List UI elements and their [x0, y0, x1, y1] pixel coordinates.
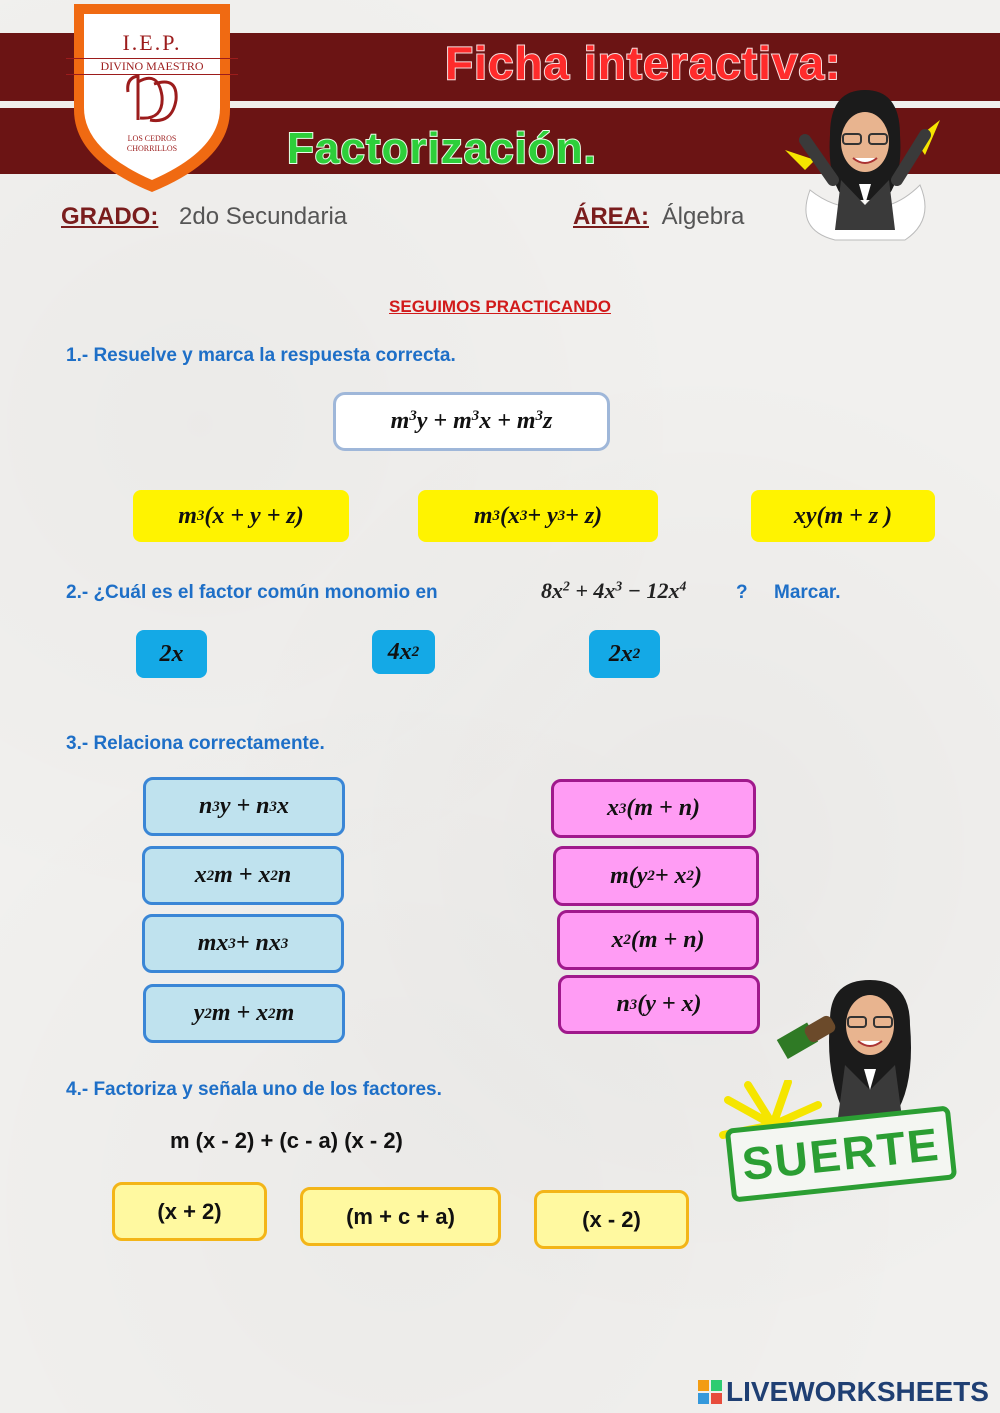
question-2-option-2[interactable]: 4x 2: [372, 630, 435, 674]
match-right-3[interactable]: x 2 (m + n): [557, 910, 759, 970]
school-logo: [66, 0, 238, 196]
question-1-option-2[interactable]: m 3 (x 3 + y 3 + z): [418, 490, 658, 542]
question-4-option-3[interactable]: (x - 2): [534, 1190, 689, 1249]
liveworksheets-text: LIVEWORKSHEETS: [726, 1376, 989, 1407]
match-right-2[interactable]: m(y 2 + x 2 ): [553, 846, 759, 906]
logo-text-district-1: LOS CEDROS: [127, 134, 177, 143]
question-4-option-1[interactable]: (x + 2): [112, 1182, 267, 1241]
liveworksheets-brand: [698, 1376, 989, 1408]
logo-text-iep: I.E.P.: [122, 30, 182, 55]
logo-text-district-2: CHORRILLOS: [126, 144, 178, 153]
match-right-1[interactable]: x 3 (m + n): [551, 779, 756, 838]
question-1-expression: $m^3y + m^3x + m^3z$: [333, 392, 610, 451]
page-title-line2: Factorización.: [287, 124, 597, 173]
area-value: Álgebra: [661, 203, 745, 230]
question-2-prompt: 2.- ¿Cuál es el factor común monomio en: [66, 582, 438, 603]
match-left-3[interactable]: mx 3 + nx 3: [142, 914, 344, 973]
question-4-prompt: 4.- Factoriza y señala uno de los factores.: [66, 1079, 442, 1100]
area-info: [573, 203, 744, 231]
match-left-4[interactable]: y 2 m + x 2 m: [143, 984, 345, 1043]
question-1-option-1[interactable]: m 3 (x + y + z): [133, 490, 349, 542]
question-1-option-3[interactable]: xy(m + z ): [751, 490, 935, 542]
suerte-stamp-text: SUERTE: [739, 1117, 943, 1191]
match-right-4[interactable]: n 3 (y + x): [558, 975, 760, 1034]
grade-value: 2do Secundaria: [179, 203, 348, 230]
grade-label: GRADO:: [61, 203, 159, 230]
question-1-prompt: 1.- Resuelve y marca la respuesta correcta.: [66, 345, 456, 366]
question-2-option-3[interactable]: 2x 2: [589, 630, 660, 678]
question-2-suffix: Marcar.: [774, 582, 841, 603]
question-2-option-1[interactable]: 2x: [136, 630, 207, 678]
match-left-2[interactable]: x 2 m + x 2 n: [142, 846, 344, 905]
question-3-prompt: 3.- Relaciona correctamente.: [66, 733, 325, 754]
question-2-expression: $8x^2 + 4x^3 - 12x^4$: [541, 578, 687, 603]
area-label: ÁREA:: [573, 203, 649, 230]
teacher-avatar-top: [775, 80, 950, 245]
match-left-1[interactable]: n 3 y + n 3 x: [143, 777, 345, 836]
liveworksheets-icon: [698, 1380, 722, 1404]
question-4-option-2[interactable]: (m + c + a): [300, 1187, 501, 1246]
section-heading: SEGUIMOS PRACTICANDO: [389, 297, 611, 316]
question-4-expression: m (x - 2) + (c - a) (x - 2): [170, 1128, 403, 1153]
logo-text-school: DIVINO MAESTRO: [66, 58, 238, 75]
grade-info: [61, 203, 347, 231]
question-2-qmark: ?: [736, 582, 748, 603]
page-title-line1: Ficha interactiva:: [445, 37, 842, 89]
